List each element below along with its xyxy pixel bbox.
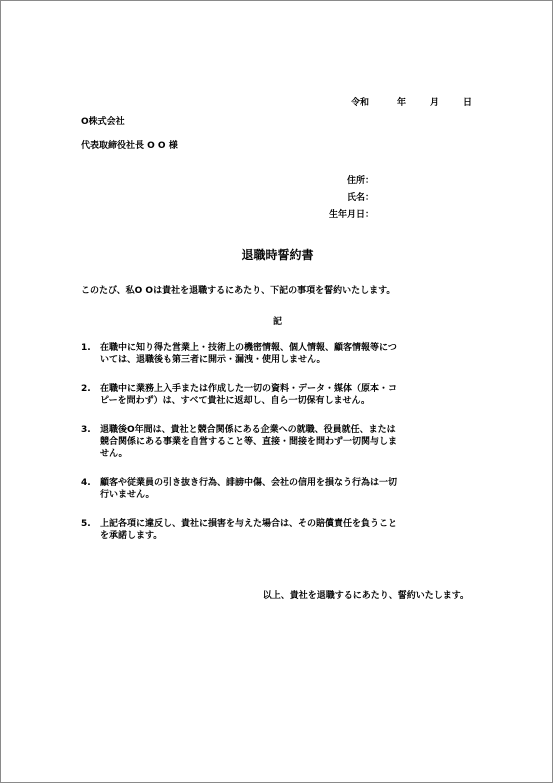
- item-line: 行いません。: [100, 490, 155, 500]
- date-day: 日: [462, 98, 472, 108]
- closing-text: 以上、貴社を退職するにあたり、誓約いたします。: [262, 591, 469, 601]
- document-title: 退職時誓約書: [241, 248, 314, 262]
- item-line: せん。: [100, 449, 128, 459]
- date-year: 年: [396, 98, 406, 108]
- list-item: [81, 518, 481, 542]
- item-line: 在職中に知り得た営業上・技術上の機密情報、個人情報、顧客情報等につ: [100, 343, 397, 353]
- item-number: 3.: [81, 425, 91, 435]
- list-item: [81, 342, 481, 366]
- item-number: 2.: [81, 384, 91, 394]
- item-line: 在職中に業務上入手または作成した一切の資料・データ・媒体（原本・コ: [100, 384, 398, 394]
- address-label: 住所：: [346, 176, 374, 186]
- recipient-addressee: 代表取締役社長 O O 様: [81, 141, 178, 151]
- ki-heading: 記: [272, 317, 282, 327]
- birthdate-label: 生年月日：: [328, 210, 374, 220]
- item-line: ピーを問わず）は、すべて貴社に返却し、自ら一切保有しません。: [100, 396, 371, 406]
- sender-fields: [319, 173, 374, 224]
- item-number: 4.: [81, 478, 91, 488]
- name-label: 氏名：: [346, 193, 374, 203]
- item-line: を承諾します。: [100, 531, 163, 541]
- list-item: [81, 477, 481, 501]
- list-item: [81, 424, 481, 460]
- recipient-company: O株式会社: [81, 117, 125, 127]
- date-line: [351, 97, 472, 109]
- item-line: 競合関係にある事業を自営すること等、直接・間接を問わず一切関与しま: [100, 437, 398, 447]
- item-number: 1.: [81, 343, 91, 353]
- item-line: 退職後O年間は、貴社と競合関係にある企業への就職、役員就任、または: [100, 425, 396, 435]
- item-line: いては、退職後も第三者に開示・漏洩・使用しません。: [100, 355, 326, 365]
- pledge-list: [81, 342, 481, 542]
- date-era: 令和: [350, 98, 369, 108]
- item-number: 5.: [81, 519, 91, 529]
- list-item: [81, 383, 481, 407]
- date-month: 月: [429, 98, 439, 108]
- item-line: 顧客や従業員の引き抜き行為、誹謗中傷、会社の信用を損なう行為は一切: [100, 478, 398, 488]
- intro-text: このたび、私O Oは貴社を退職するにあたり、下記の事項を誓約いたします。: [81, 286, 396, 296]
- item-line: 上記各項に違反し、貴社に損害を与えた場合は、その賠償責任を負うこと: [100, 519, 398, 529]
